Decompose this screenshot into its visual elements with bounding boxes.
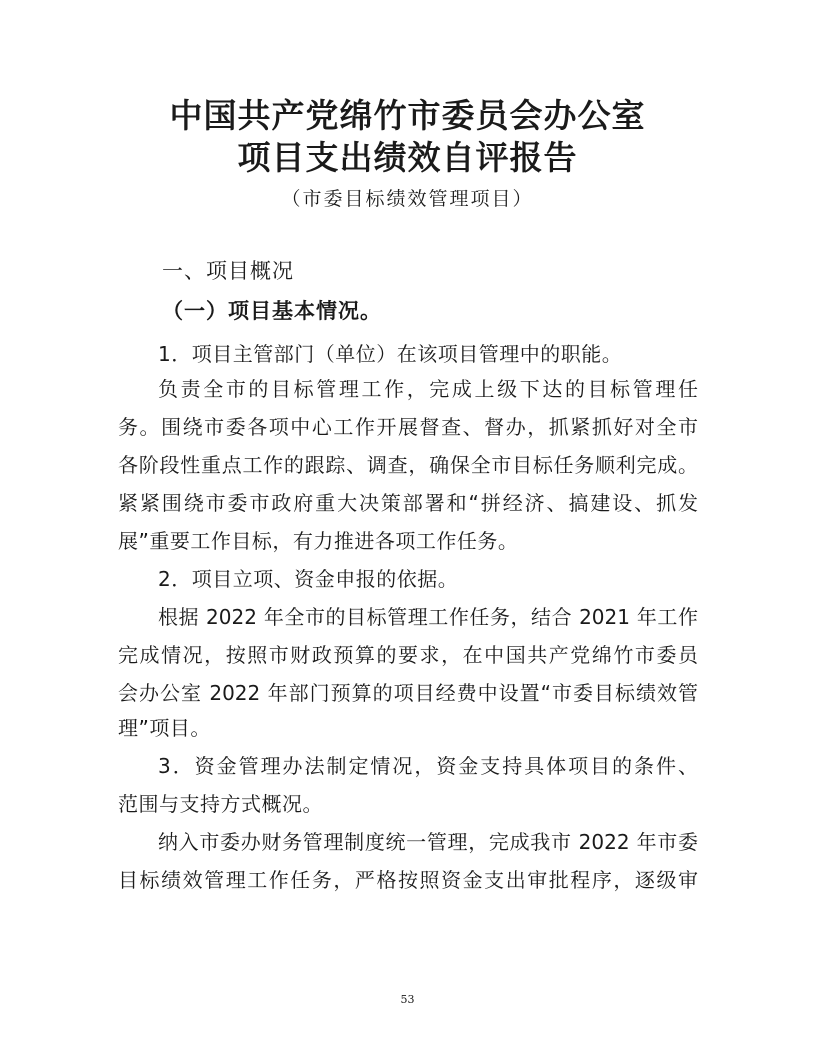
paragraph-line: 理”项目。 — [118, 716, 211, 740]
paragraph-line: 完成情况，按照市财政预算的要求，在中国共产党绵竹市委员 — [118, 643, 698, 667]
paragraph-line: 2．项目立项、资金申报的依据。 — [158, 567, 459, 591]
paragraph-line: 3．资金管理办法制定情况，资金支持具体项目的条件、 — [158, 754, 698, 778]
report-title-line-2: 项目支出绩效自评报告 — [237, 138, 578, 177]
paragraph-line: 1．项目主管部门（单位）在该项目管理中的职能。 — [158, 342, 623, 366]
paragraph-line: 纳入市委办财务管理制度统一管理，完成我市 2022 年市委 — [158, 830, 698, 854]
report-subtitle: （市委目标绩效管理项目） — [281, 188, 534, 210]
paragraph-line: 根据 2022 年全市的目标管理工作任务，结合 2021 年工作 — [158, 605, 698, 629]
paragraph-line: 会办公室 2022 年部门预算的项目经费中设置“市委目标绩效管 — [118, 681, 698, 705]
paragraph-line: 范围与支持方式概况。 — [118, 792, 323, 816]
paragraph-line: 紧紧围绕市委市政府重大决策部署和“拼经济、搞建设、抓发 — [118, 491, 698, 515]
sub-section-heading: （一）项目基本情况。 — [162, 298, 382, 323]
paragraph-line: 展”重要工作目标，有力推进各项工作任务。 — [118, 529, 519, 553]
paragraph-line: 负责全市的目标管理工作，完成上级下达的目标管理任 — [158, 377, 698, 401]
report-title-line-1: 中国共产党绵竹市委员会办公室 — [169, 96, 646, 135]
page-number: 53 — [400, 993, 415, 1006]
section-heading: 一、项目概况 — [162, 259, 294, 283]
paragraph-line: 务。围绕市委各项中心工作开展督查、督办，抓紧抓好对全市 — [118, 415, 698, 439]
paragraph-line: 各阶段性重点工作的跟踪、调查，确保全市目标任务顺利完成。 — [118, 453, 698, 477]
paragraph-line: 目标绩效管理工作任务，严格按照资金支出审批程序，逐级审 — [118, 868, 698, 892]
